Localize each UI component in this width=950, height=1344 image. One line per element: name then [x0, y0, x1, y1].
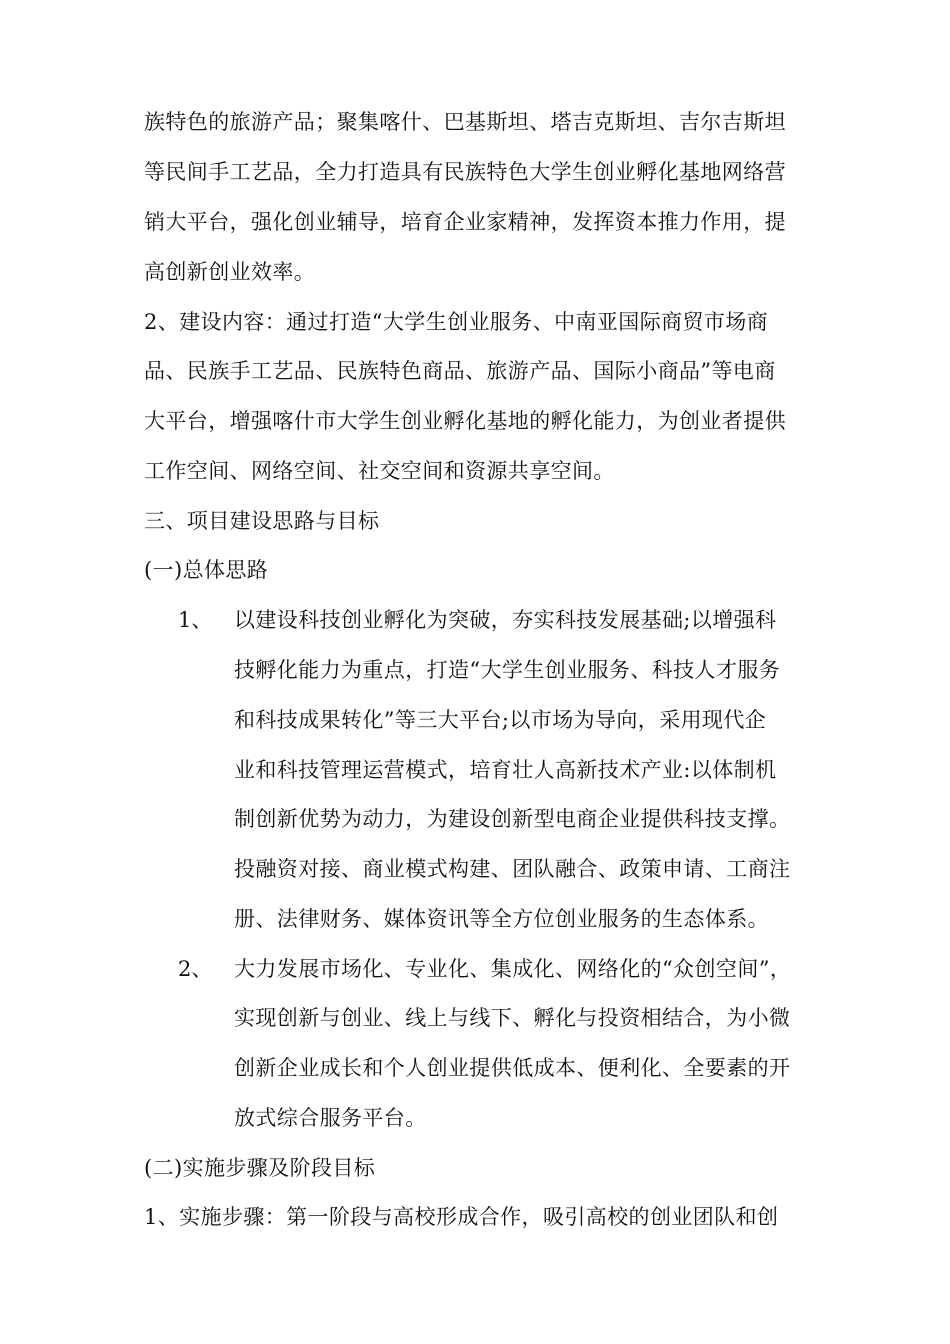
subsection-heading: (一)总体思路	[144, 558, 269, 582]
list-item-line: 制创新优势为动力，为建设创新型电商企业提供科技支撑。	[234, 807, 791, 831]
list-item-line: 册、法律财务、媒体资讯等全方位创业服务的生态体系。	[234, 907, 769, 931]
list-item-line: 创新企业成长和个人创业提供低成本、便利化、全要素的开	[234, 1056, 791, 1080]
list-item-line: 以建设科技创业孵化为突破，夯实科技发展基础;以增强科	[234, 608, 777, 632]
body-text-line: 大平台，增强喀什市大学生创业孵化基地的孵化能力，为创业者提供	[144, 409, 786, 433]
body-text-line: 2、建设内容：通过打造“大学生创业服务、中南亚国际商贸市场商	[144, 310, 769, 334]
body-text-line: 族特色的旅游产品；聚集喀什、巴基斯坦、塔吉克斯坦、吉尔吉斯坦	[144, 110, 786, 134]
list-item-line: 业和科技管理运营模式，培育壮人高新技术产业:以体制机	[234, 758, 777, 782]
body-text-line: 工作空间、网络空间、社交空间和资源共享空间。	[144, 459, 615, 483]
list-number: 2、	[178, 957, 213, 981]
list-item-line: 大力发展市场化、专业化、集成化、网络化的“众创空间”，	[234, 957, 792, 981]
list-item-line: 技孵化能力为重点，打造“大学生创业服务、科技人才服务	[234, 658, 781, 682]
list-item-line: 实现创新与创业、线上与线下、孵化与投资相结合，为小微	[234, 1006, 791, 1030]
section-heading: 三、项目建设思路与目标	[144, 509, 380, 533]
body-text-line: 高创新创业效率。	[144, 260, 316, 284]
list-item-line: 投融资对接、商业模式构建、团队融合、政策申请、工商注	[234, 857, 791, 881]
body-text-line: 品、民族手工艺品、民族特色商品、旅游产品、国际小商品”等电商	[144, 359, 776, 383]
body-text-line: 销大平台，强化创业辅导，培育企业家精神，发挥资本推力作用，提	[144, 210, 786, 234]
list-number: 1、	[178, 608, 213, 632]
list-item-line: 和科技成果转化”等三大平台;以市场为导向，采用现代企	[234, 708, 767, 732]
body-text-line: 等民间手工艺品，全力打造具有民族特色大学生创业孵化基地网络营	[144, 160, 786, 184]
body-text-line: 1、实施步骤：第一阶段与高校形成合作，吸引高校的创业团队和创	[144, 1205, 779, 1229]
subsection-heading: (二)实施步骤及阶段目标	[144, 1156, 376, 1180]
list-item-line: 放式综合服务平台。	[234, 1106, 427, 1130]
